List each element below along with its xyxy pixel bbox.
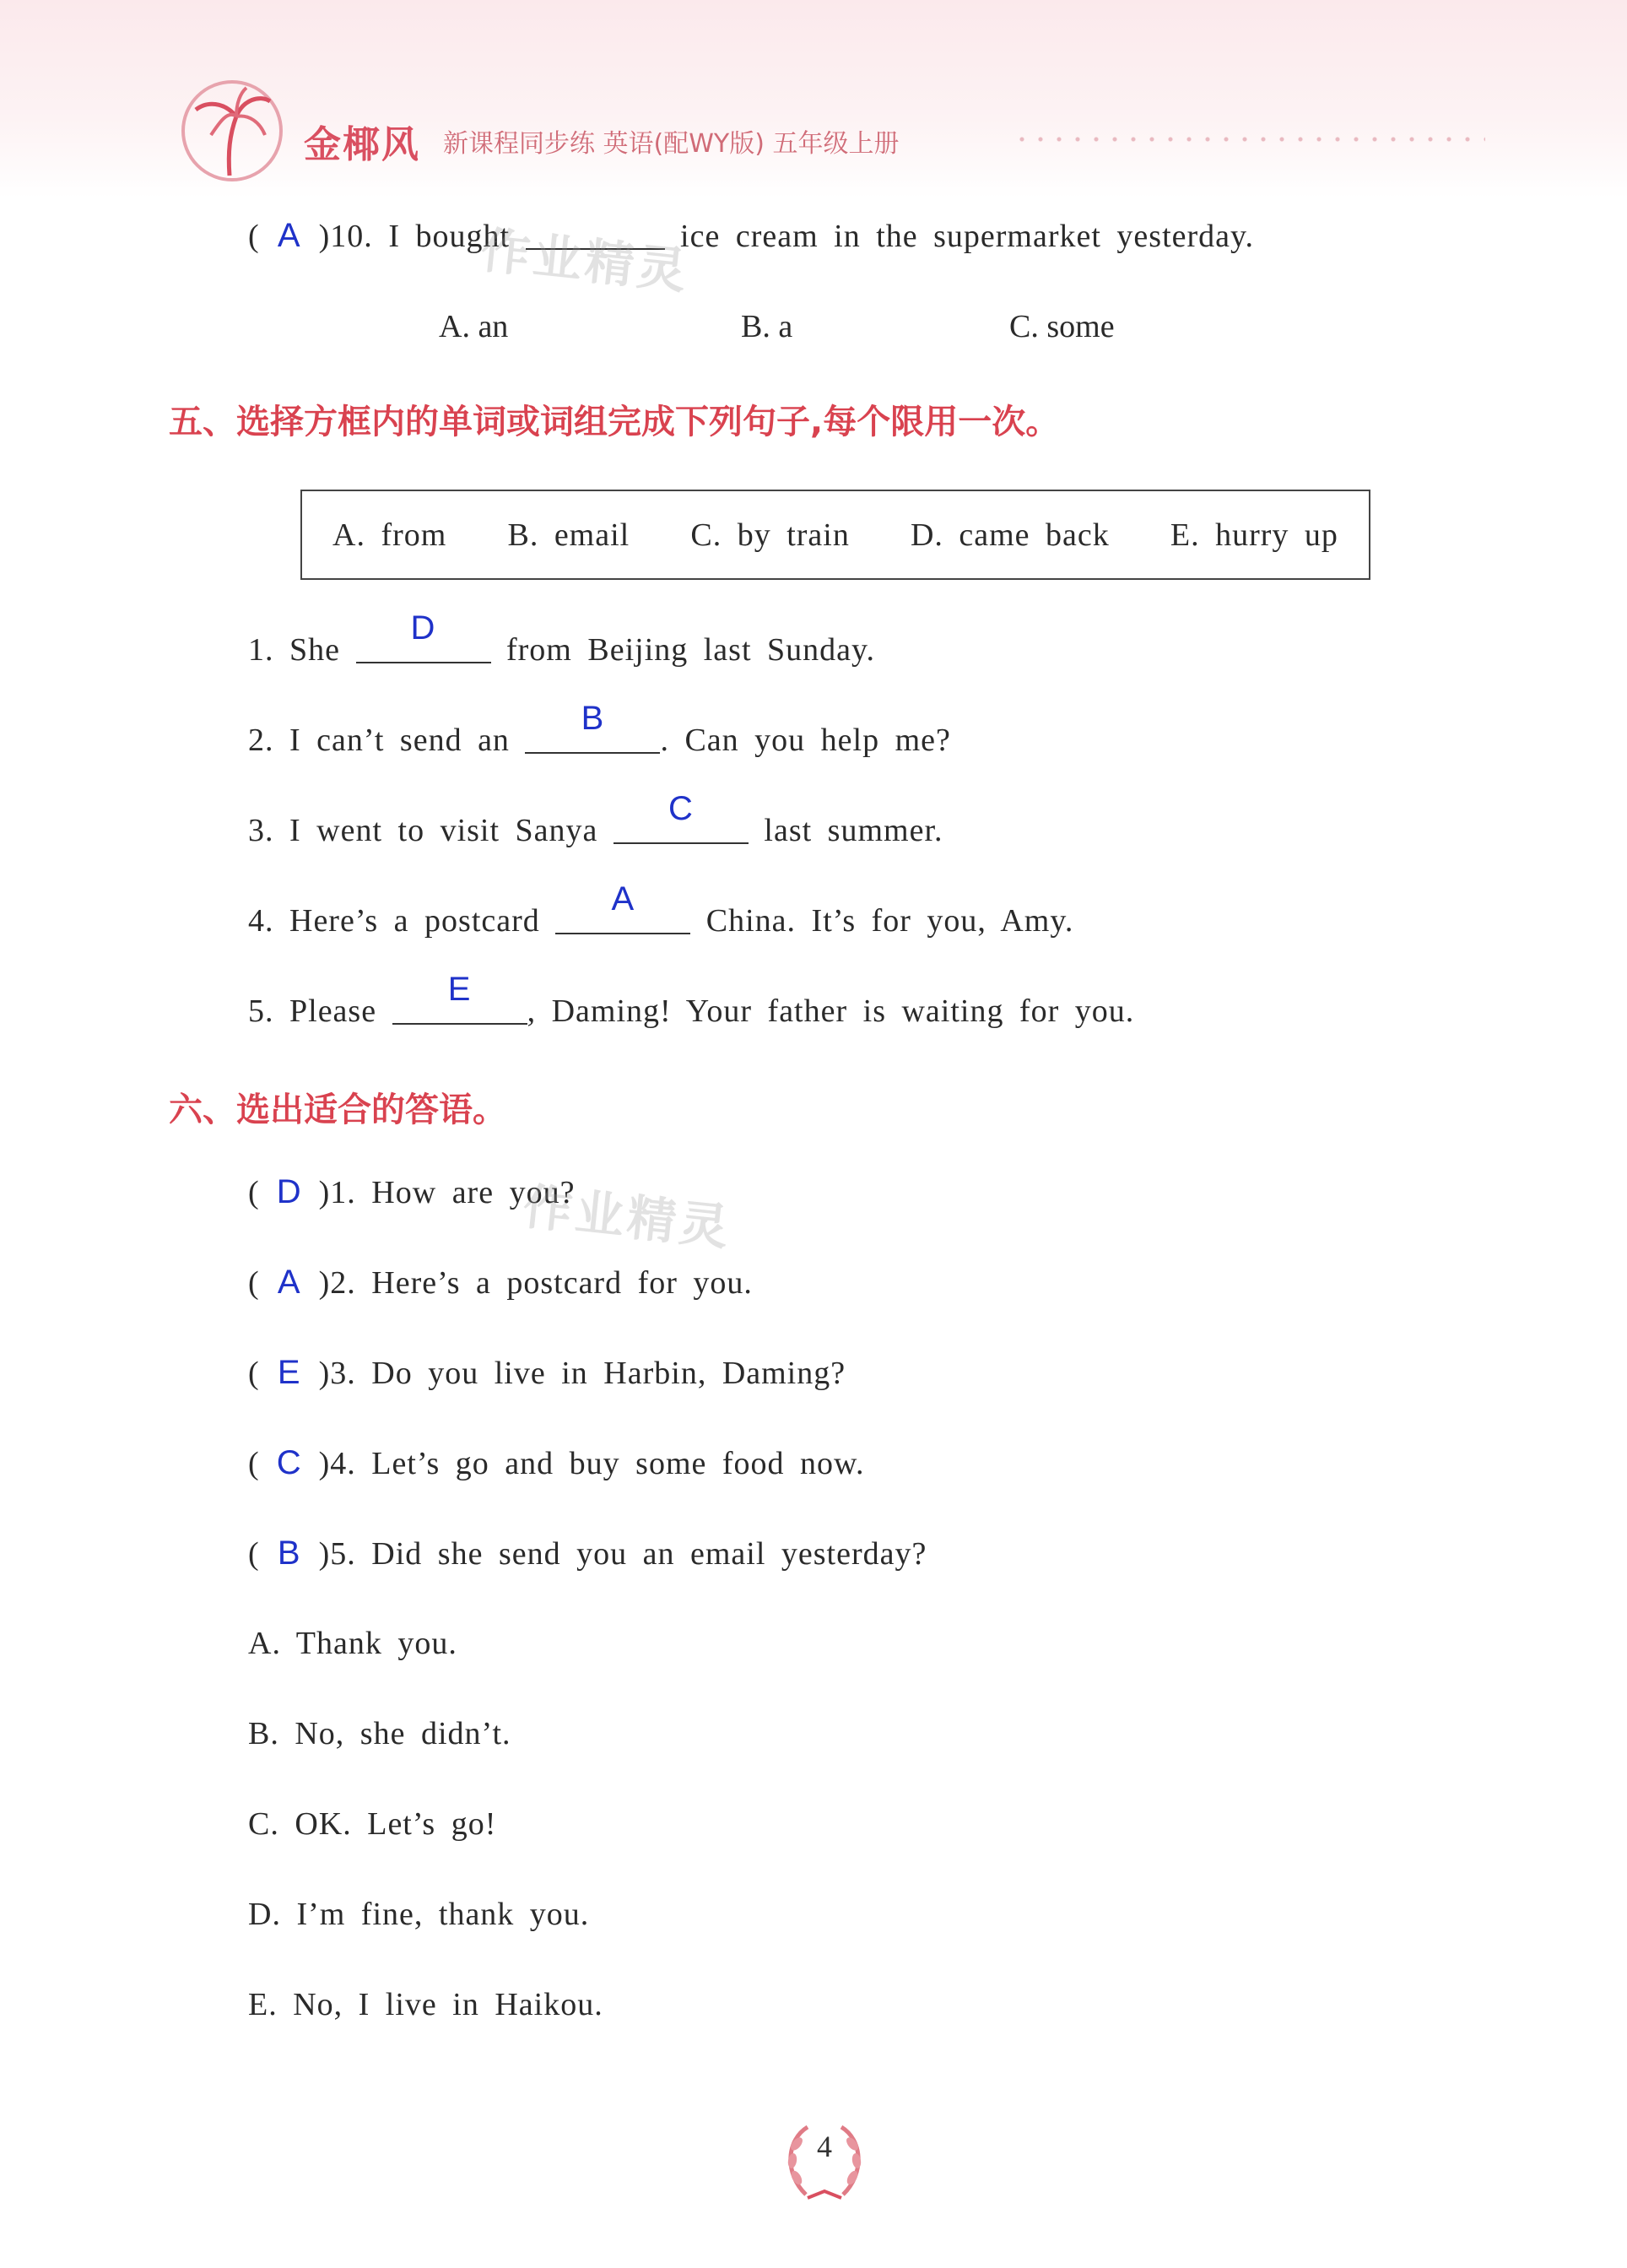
word-box-item: A. from (332, 517, 447, 553)
s5-item-4 (248, 880, 1074, 939)
s5-item-1 (248, 609, 876, 668)
s5-blank (555, 880, 690, 934)
s5-item-before: 1. She (248, 632, 340, 668)
s5-item-2 (248, 700, 951, 759)
s6-choice-b: B. No, she didn’t. (248, 1716, 511, 1751)
s5-item-before: 2. I can’t send an (248, 723, 510, 758)
s6-question: )3. Do you live in Harbin, Daming? (318, 1356, 846, 1391)
s5-blank (525, 700, 660, 754)
s6-item-4 (248, 1444, 865, 1482)
palm-tree-logo-icon (177, 76, 287, 186)
s5-answer: E (447, 971, 472, 1008)
s5-item-3 (248, 790, 943, 849)
word-box-item: B. email (507, 517, 630, 553)
open-paren: ( (248, 219, 260, 254)
s6-question: )2. Here’s a postcard for you. (318, 1265, 753, 1301)
brand-name: 金椰风 (304, 123, 420, 166)
word-box-item: C. by train (690, 517, 850, 553)
s5-item-after: . Can you help me? (660, 723, 951, 758)
watermark: 作业精灵 (520, 1177, 735, 1257)
s6-choice-d: D. I’m fine, thank you. (248, 1897, 590, 1932)
s5-answer: D (410, 609, 436, 647)
s5-blank (392, 971, 527, 1025)
q10-before: I bought (388, 219, 511, 254)
word-box-item: E. hurry up (1170, 517, 1338, 553)
s6-item-5 (248, 1535, 927, 1572)
s6-choice-c: C. OK. Let’s go! (248, 1806, 497, 1842)
q10-after: ice cream in the supermarket yesterday. (680, 219, 1255, 254)
open-paren: ( (248, 1536, 260, 1572)
s6-item-3 (248, 1354, 846, 1392)
q10-line (248, 211, 1254, 255)
s5-blank (614, 790, 749, 844)
s5-item-before: 5. Please (248, 993, 377, 1029)
s5-item-after: last summer. (764, 813, 943, 848)
s5-item-after: , Daming! Your father is waiting for you. (527, 993, 1135, 1029)
s6-answer: E (277, 1354, 301, 1391)
s5-item-after: from Beijing last Sunday. (506, 632, 876, 668)
section5-title: 五、选择方框内的单词或词组完成下列句子,每个限用一次。 (169, 403, 1060, 441)
q10-option-c: C. some (1009, 309, 1115, 344)
s6-answer: B (277, 1535, 301, 1572)
open-paren: ( (248, 1446, 260, 1481)
s6-answer: C (276, 1444, 302, 1481)
open-paren: ( (248, 1265, 260, 1301)
q10-answer: A (277, 217, 301, 254)
s6-choice-e: E. No, I live in Haikou. (248, 1987, 603, 2022)
page-number: 4 (817, 2130, 832, 2163)
s6-choice-a: A. Thank you. (248, 1626, 457, 1661)
s6-item-2 (248, 1264, 753, 1302)
s5-item-before: 4. Here’s a postcard (248, 903, 540, 939)
q10-option-a: A. an (439, 309, 509, 344)
s6-answer: A (277, 1264, 301, 1301)
word-box (300, 490, 1370, 580)
s5-answer: C (668, 790, 694, 827)
s6-question: )1. How are you? (318, 1175, 576, 1210)
section6-title: 六、选出适合的答语。 (169, 1091, 506, 1129)
s5-item-after: China. It’s for you, Amy. (705, 903, 1074, 939)
open-paren: ( (248, 1356, 260, 1391)
q10-number: )10. (318, 219, 373, 254)
s5-answer: A (611, 880, 635, 917)
book-subtitle: 新课程同步练 英语(配WY版) 五年级上册 (443, 129, 900, 159)
s5-answer: B (581, 700, 605, 737)
word-box-item: D. came back (910, 517, 1110, 553)
s6-answer: D (276, 1173, 302, 1210)
header-dots (1013, 135, 1485, 143)
s5-item-5 (248, 971, 1135, 1030)
page-number-badge (774, 2110, 875, 2211)
q10-option-b: B. a (741, 309, 793, 344)
watermark: 作业精灵 (478, 221, 693, 300)
s6-question: )5. Did she send you an email yesterday? (318, 1536, 927, 1572)
open-paren: ( (248, 1175, 260, 1210)
s5-blank (356, 609, 491, 663)
s6-question: )4. Let’s go and buy some food now. (318, 1446, 865, 1481)
s5-item-before: 3. I went to visit Sanya (248, 813, 598, 848)
